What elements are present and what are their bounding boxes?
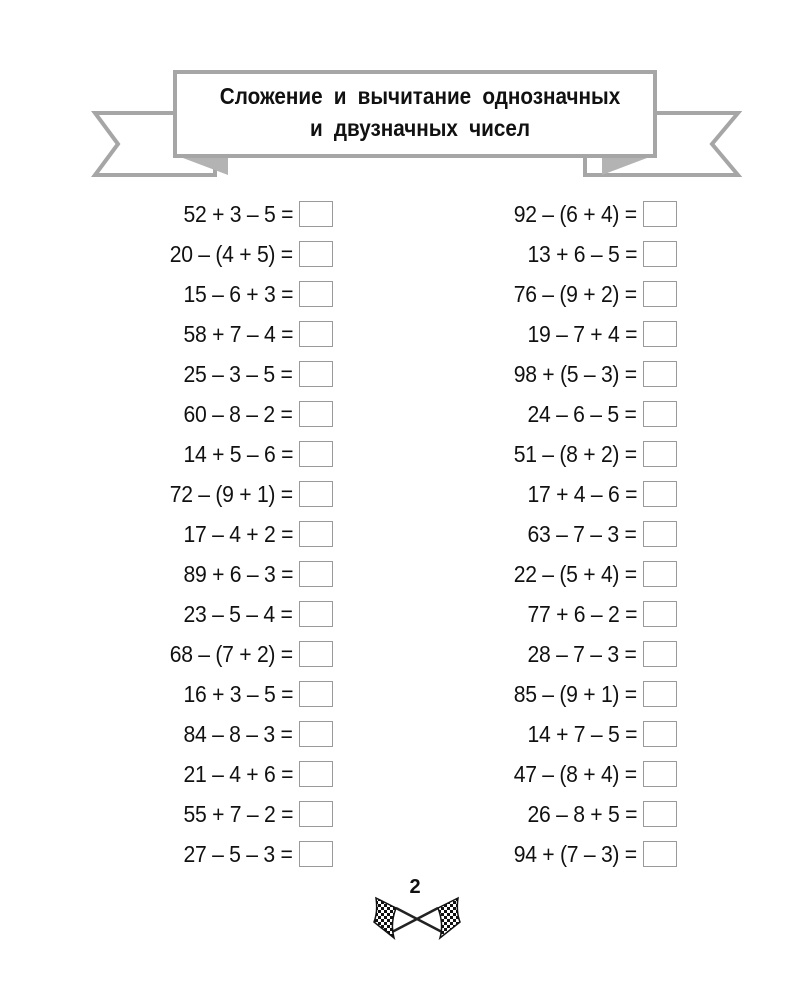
answer-box[interactable] — [299, 641, 333, 667]
answer-box[interactable] — [643, 641, 677, 667]
exercise-row — [0, 314, 333, 354]
answer-box[interactable] — [643, 601, 677, 627]
exercise-row — [340, 474, 677, 514]
exercise-row — [0, 674, 333, 714]
exercise-expression: 55 + 7 – 2 = — [183, 800, 293, 827]
exercise-row — [0, 714, 333, 754]
exercise-expression: 14 + 5 – 6 = — [183, 440, 293, 467]
exercise-row — [0, 754, 333, 794]
exercise-row — [0, 394, 333, 434]
exercise-row — [0, 834, 333, 874]
exercise-row — [340, 594, 677, 634]
exercise-expression: 84 – 8 – 3 = — [183, 720, 293, 747]
exercise-row — [340, 554, 677, 594]
answer-box[interactable] — [643, 521, 677, 547]
exercise-column-right — [340, 194, 700, 874]
exercise-row — [340, 514, 677, 554]
answer-box[interactable] — [299, 681, 333, 707]
answer-box[interactable] — [643, 841, 677, 867]
exercise-expression: 14 + 7 – 5 = — [527, 720, 637, 747]
exercise-row — [340, 354, 677, 394]
answer-box[interactable] — [299, 801, 333, 827]
exercise-row — [0, 354, 333, 394]
exercise-row — [340, 674, 677, 714]
answer-box[interactable] — [643, 201, 677, 227]
exercise-expression: 63 – 7 – 3 = — [527, 520, 637, 547]
exercise-expression: 60 – 8 – 2 = — [183, 400, 293, 427]
exercise-expression: 52 + 3 – 5 = — [183, 200, 293, 227]
exercise-expression: 24 – 6 – 5 = — [527, 400, 637, 427]
exercise-row — [0, 554, 333, 594]
exercise-expression: 22 – (5 + 4) = — [513, 560, 637, 587]
exercise-row — [0, 594, 333, 634]
exercise-expression: 23 – 5 – 4 = — [183, 600, 293, 627]
exercise-expression: 21 – 4 + 6 = — [183, 760, 293, 787]
page-number: 2 — [409, 876, 421, 898]
exercise-expression: 47 – (8 + 4) = — [513, 760, 637, 787]
answer-box[interactable] — [299, 321, 333, 347]
page-title — [202, 80, 638, 144]
answer-box[interactable] — [643, 441, 677, 467]
exercise-expression: 20 – (4 + 5) = — [169, 240, 293, 267]
answer-box[interactable] — [299, 481, 333, 507]
page-title-line-2: и двузначных чисел — [309, 115, 531, 141]
exercise-expression: 89 + 6 – 3 = — [183, 560, 293, 587]
answer-box[interactable] — [643, 241, 677, 267]
exercise-expression: 13 + 6 – 5 = — [527, 240, 637, 267]
exercise-expression: 15 – 6 + 3 = — [183, 280, 293, 307]
answer-box[interactable] — [299, 601, 333, 627]
answer-box[interactable] — [299, 521, 333, 547]
exercise-row — [340, 434, 677, 474]
exercise-row — [340, 754, 677, 794]
exercise-row — [340, 714, 677, 754]
answer-box[interactable] — [643, 321, 677, 347]
exercise-row — [340, 394, 677, 434]
answer-box[interactable] — [299, 281, 333, 307]
exercise-expression: 85 – (9 + 1) = — [513, 680, 637, 707]
exercise-expression: 76 – (9 + 2) = — [513, 280, 637, 307]
exercise-expression: 72 – (9 + 1) = — [169, 480, 293, 507]
exercise-expression: 92 – (6 + 4) = — [513, 200, 637, 227]
answer-box[interactable] — [643, 361, 677, 387]
exercise-expression: 27 – 5 – 3 = — [183, 840, 293, 867]
answer-box[interactable] — [299, 721, 333, 747]
exercise-expression: 17 – 4 + 2 = — [183, 520, 293, 547]
exercise-column-left — [0, 194, 360, 874]
answer-box[interactable] — [643, 401, 677, 427]
exercise-row — [0, 794, 333, 834]
answer-box[interactable] — [643, 561, 677, 587]
answer-box[interactable] — [643, 681, 677, 707]
answer-box[interactable] — [299, 841, 333, 867]
answer-box[interactable] — [299, 401, 333, 427]
answer-box[interactable] — [643, 721, 677, 747]
exercise-expression: 51 – (8 + 2) = — [513, 440, 637, 467]
exercise-expression: 68 – (7 + 2) = — [169, 640, 293, 667]
exercise-expression: 25 – 3 – 5 = — [183, 360, 293, 387]
exercise-row — [340, 834, 677, 874]
answer-box[interactable] — [299, 441, 333, 467]
exercise-expression: 98 + (5 – 3) = — [513, 360, 637, 387]
page-title-line-1: Сложение и вычитание однозначных — [219, 83, 621, 109]
exercise-expression: 16 + 3 – 5 = — [183, 680, 293, 707]
exercise-expression: 26 – 8 + 5 = — [527, 800, 637, 827]
answer-box[interactable] — [299, 241, 333, 267]
exercise-row — [340, 234, 677, 274]
exercise-row — [340, 314, 677, 354]
exercise-row — [340, 794, 677, 834]
answer-box[interactable] — [643, 481, 677, 507]
answer-box[interactable] — [299, 361, 333, 387]
exercise-row — [0, 234, 333, 274]
exercise-expression: 94 + (7 – 3) = — [513, 840, 637, 867]
exercise-expression: 28 – 7 – 3 = — [527, 640, 637, 667]
exercise-row — [0, 514, 333, 554]
answer-box[interactable] — [299, 561, 333, 587]
answer-box[interactable] — [299, 761, 333, 787]
answer-box[interactable] — [643, 761, 677, 787]
exercise-expression: 58 + 7 – 4 = — [183, 320, 293, 347]
answer-box[interactable] — [299, 201, 333, 227]
answer-box[interactable] — [643, 281, 677, 307]
exercise-row — [340, 274, 677, 314]
exercise-row — [0, 634, 333, 674]
exercise-row — [340, 634, 677, 674]
answer-box[interactable] — [643, 801, 677, 827]
exercise-row — [340, 194, 677, 234]
exercise-expression: 19 – 7 + 4 = — [527, 320, 637, 347]
exercise-expression: 77 + 6 – 2 = — [527, 600, 637, 627]
crossed-checkered-flags-icon — [372, 892, 462, 944]
exercise-row — [0, 194, 333, 234]
exercise-row — [0, 434, 333, 474]
exercise-row — [0, 274, 333, 314]
exercise-expression: 17 + 4 – 6 = — [527, 480, 637, 507]
exercise-row — [0, 474, 333, 514]
